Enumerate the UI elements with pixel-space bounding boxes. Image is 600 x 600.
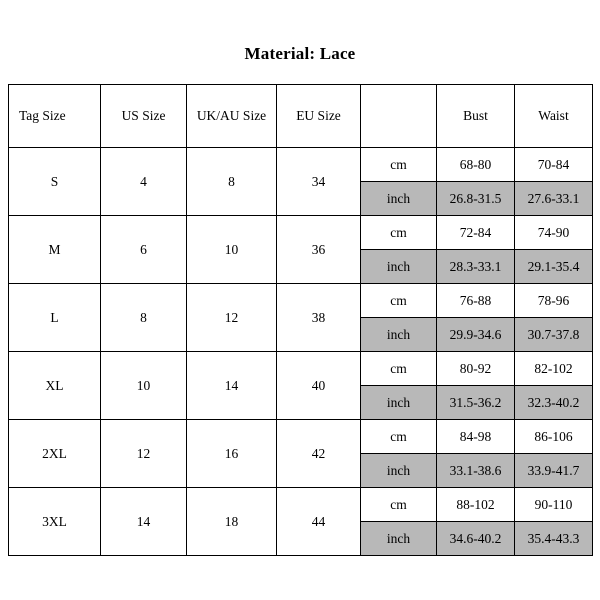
cell-tag-size: 3XL — [9, 488, 101, 556]
cell-uk-au-size: 10 — [187, 216, 277, 284]
table-row — [9, 488, 593, 522]
cell-us-size: 12 — [101, 420, 187, 488]
cell-unit-cm: cm — [361, 216, 437, 250]
cell-bust-cm: 76-88 — [437, 284, 515, 318]
cell-waist-inch: 35.4-43.3 — [515, 522, 593, 556]
table-row — [9, 420, 593, 454]
cell-tag-size: M — [9, 216, 101, 284]
cell-unit-cm: cm — [361, 420, 437, 454]
cell-unit-cm: cm — [361, 148, 437, 182]
cell-bust-inch: 29.9-34.6 — [437, 318, 515, 352]
cell-bust-inch: 28.3-33.1 — [437, 250, 515, 284]
header-uk-au-size: UK/AU Size — [187, 85, 277, 148]
cell-us-size: 4 — [101, 148, 187, 216]
cell-bust-cm: 72-84 — [437, 216, 515, 250]
cell-unit-inch: inch — [361, 250, 437, 284]
table-row — [9, 284, 593, 318]
cell-eu-size: 38 — [277, 284, 361, 352]
cell-bust-inch: 33.1-38.6 — [437, 454, 515, 488]
header-waist: Waist — [515, 85, 593, 148]
cell-unit-cm: cm — [361, 488, 437, 522]
header-us-size: US Size — [101, 85, 187, 148]
cell-waist-inch: 29.1-35.4 — [515, 250, 593, 284]
header-tag-size: Tag Size — [9, 85, 101, 148]
cell-eu-size: 42 — [277, 420, 361, 488]
cell-bust-cm: 88-102 — [437, 488, 515, 522]
cell-bust-cm: 80-92 — [437, 352, 515, 386]
cell-unit-inch: inch — [361, 318, 437, 352]
table-header-row — [9, 85, 593, 148]
header-eu-size: EU Size — [277, 85, 361, 148]
cell-tag-size: XL — [9, 352, 101, 420]
cell-waist-inch: 32.3-40.2 — [515, 386, 593, 420]
table-row — [9, 148, 593, 182]
table-row — [9, 352, 593, 386]
cell-waist-cm: 86-106 — [515, 420, 593, 454]
cell-waist-cm: 90-110 — [515, 488, 593, 522]
cell-waist-cm: 70-84 — [515, 148, 593, 182]
cell-waist-inch: 27.6-33.1 — [515, 182, 593, 216]
cell-eu-size: 36 — [277, 216, 361, 284]
cell-unit-inch: inch — [361, 182, 437, 216]
cell-eu-size: 34 — [277, 148, 361, 216]
cell-bust-cm: 68-80 — [437, 148, 515, 182]
cell-tag-size: L — [9, 284, 101, 352]
cell-waist-inch: 30.7-37.8 — [515, 318, 593, 352]
cell-waist-cm: 82-102 — [515, 352, 593, 386]
cell-bust-inch: 31.5-36.2 — [437, 386, 515, 420]
cell-unit-inch: inch — [361, 522, 437, 556]
cell-unit-cm: cm — [361, 352, 437, 386]
cell-uk-au-size: 16 — [187, 420, 277, 488]
cell-uk-au-size: 14 — [187, 352, 277, 420]
cell-eu-size: 44 — [277, 488, 361, 556]
cell-waist-cm: 74-90 — [515, 216, 593, 250]
size-chart-table — [8, 84, 593, 556]
cell-uk-au-size: 8 — [187, 148, 277, 216]
cell-waist-cm: 78-96 — [515, 284, 593, 318]
cell-uk-au-size: 18 — [187, 488, 277, 556]
cell-unit-cm: cm — [361, 284, 437, 318]
page-title: Material: Lace — [244, 44, 356, 63]
cell-us-size: 8 — [101, 284, 187, 352]
cell-bust-inch: 34.6-40.2 — [437, 522, 515, 556]
cell-bust-inch: 26.8-31.5 — [437, 182, 515, 216]
cell-tag-size: 2XL — [9, 420, 101, 488]
cell-uk-au-size: 12 — [187, 284, 277, 352]
cell-unit-inch: inch — [361, 454, 437, 488]
table-row — [9, 216, 593, 250]
cell-unit-inch: inch — [361, 386, 437, 420]
cell-us-size: 10 — [101, 352, 187, 420]
header-bust: Bust — [437, 85, 515, 148]
cell-us-size: 6 — [101, 216, 187, 284]
cell-us-size: 14 — [101, 488, 187, 556]
header-unit-blank — [361, 85, 437, 148]
cell-eu-size: 40 — [277, 352, 361, 420]
cell-tag-size: S — [9, 148, 101, 216]
cell-bust-cm: 84-98 — [437, 420, 515, 454]
cell-waist-inch: 33.9-41.7 — [515, 454, 593, 488]
